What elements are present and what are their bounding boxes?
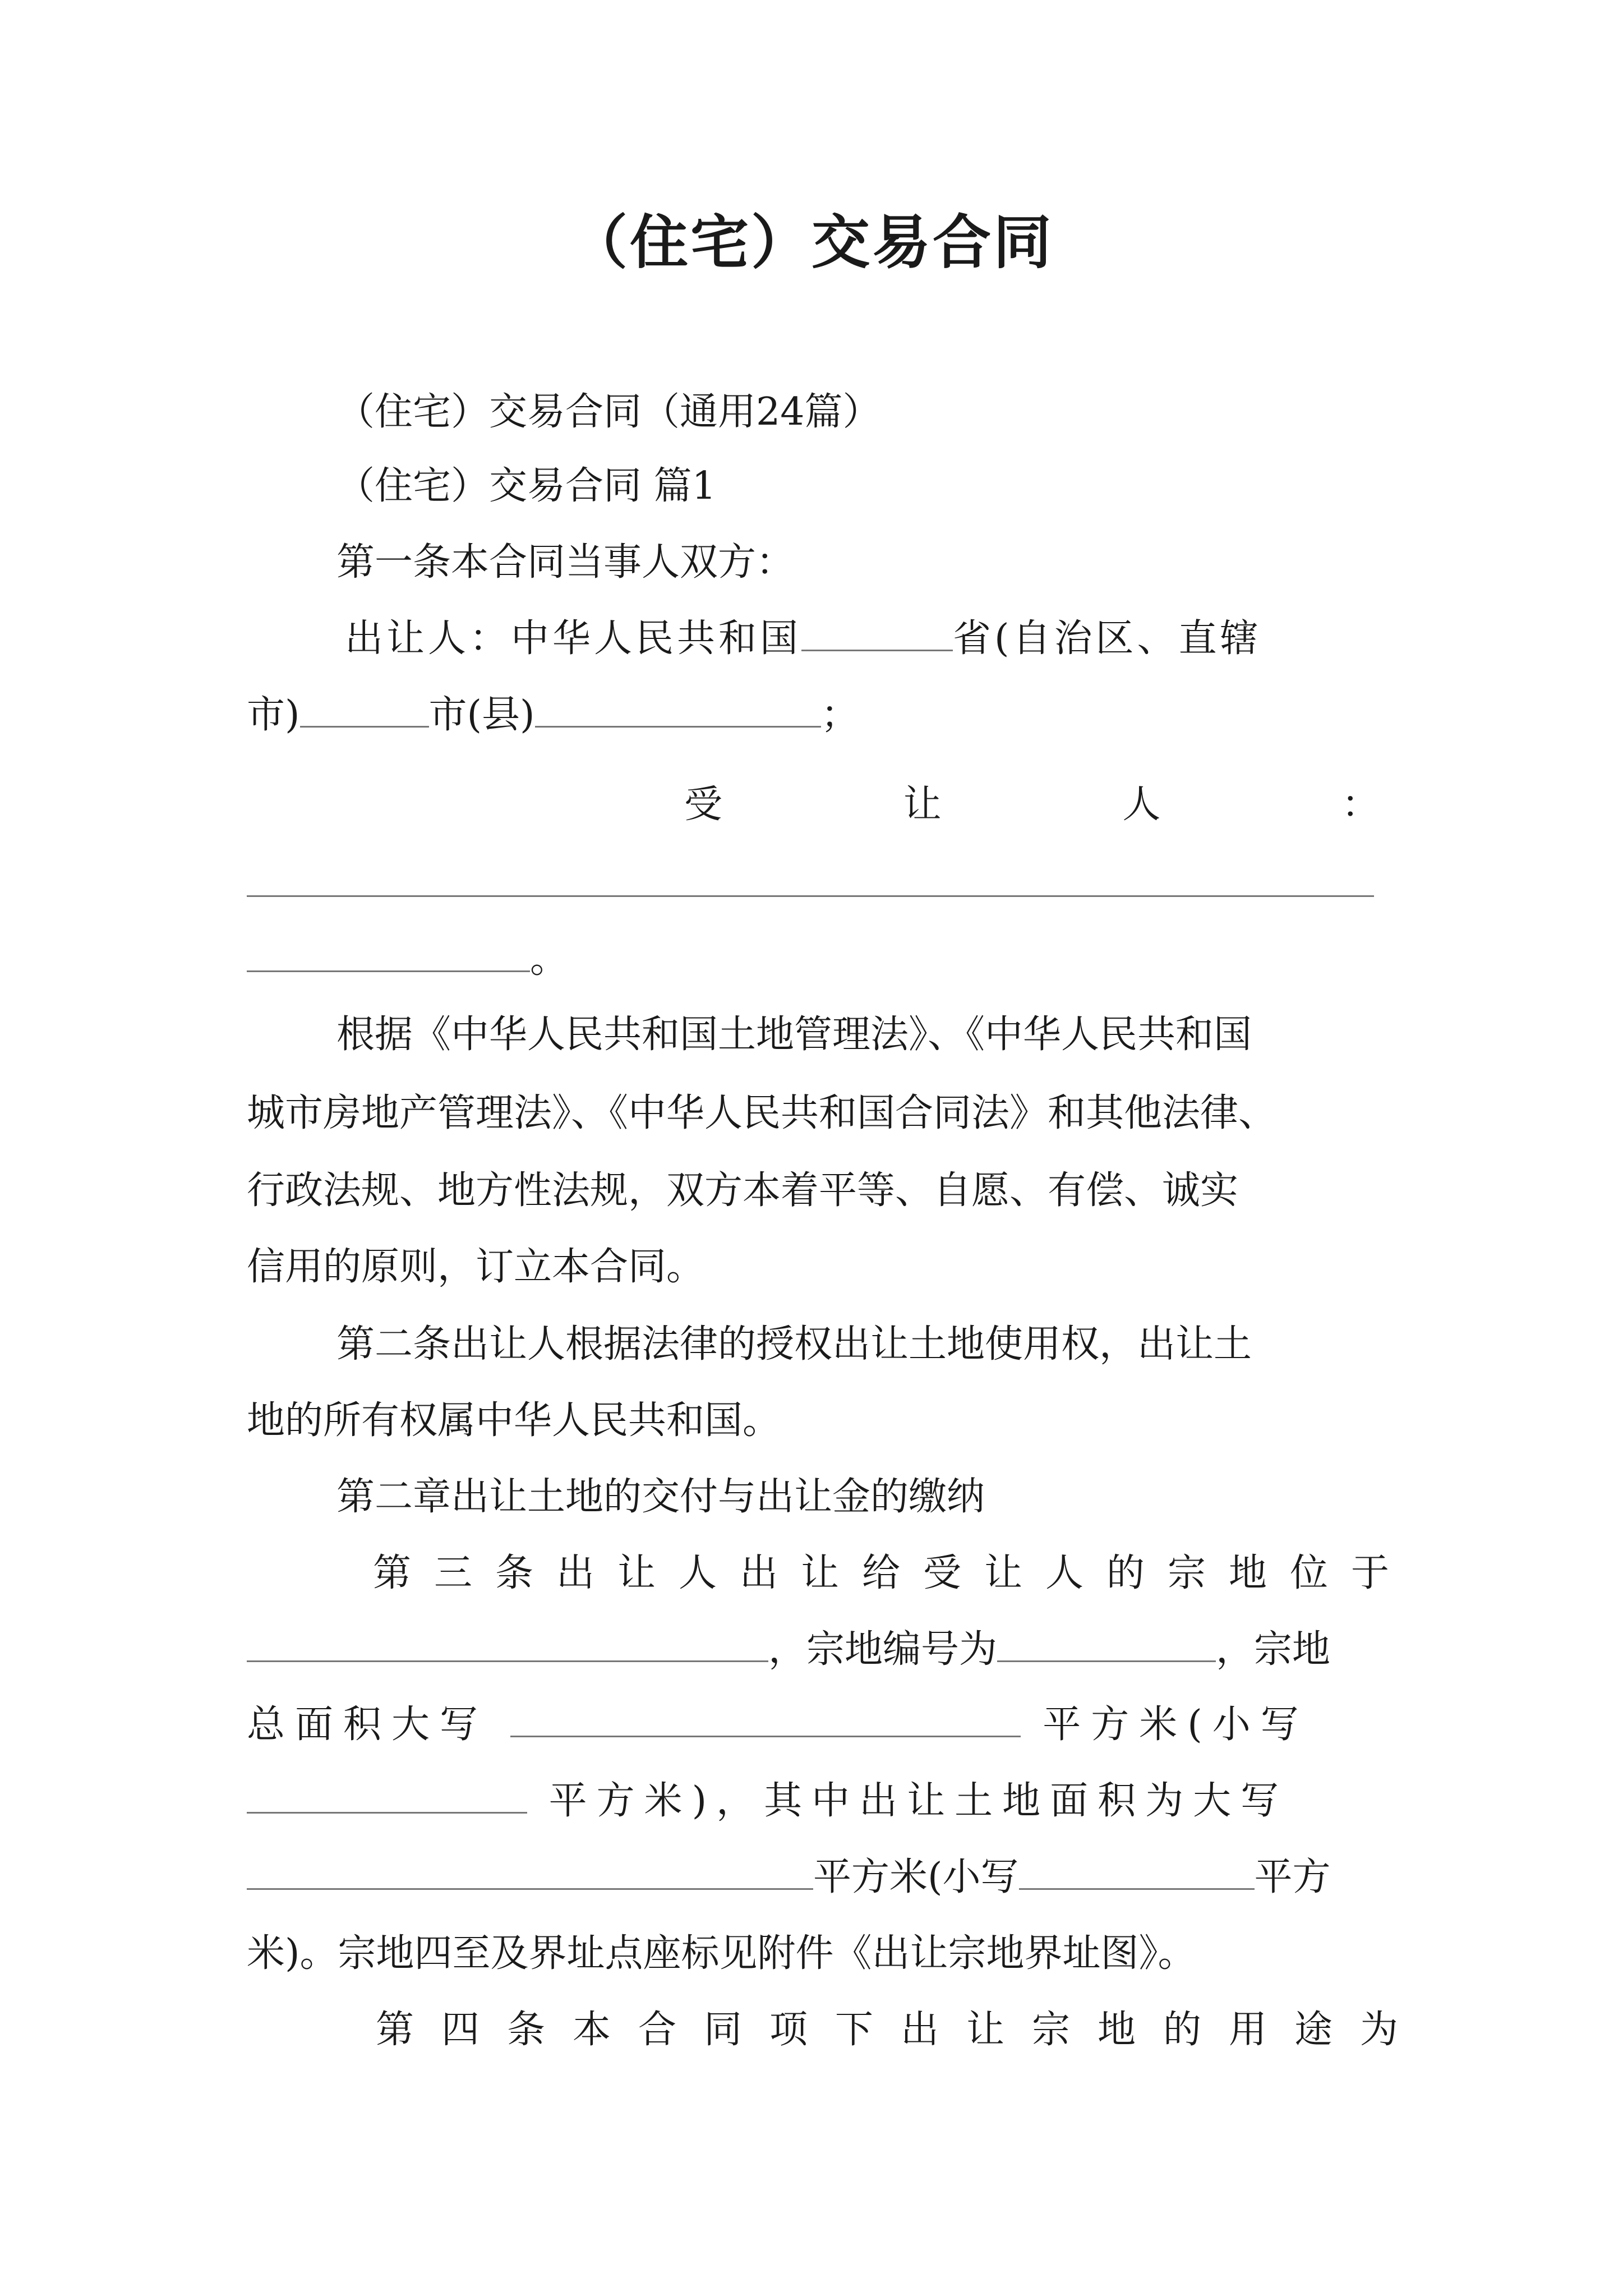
- transferee-line: 受 让 人 ：: [684, 783, 1380, 827]
- blank-parcel-number: [997, 1626, 1216, 1662]
- blank-total-area-numeric: [247, 1777, 527, 1814]
- basis-line-3: 行政法规、地方性法规，双方本着平等、自愿、有偿、诚实: [247, 1168, 1239, 1213]
- blank-total-area-capital: [510, 1701, 1021, 1737]
- basis-line-1: 根据《中华人民共和国土地管理法》、《中华人民共和国: [336, 1013, 1252, 1057]
- transferee-line-2: 。: [247, 935, 568, 985]
- blank-transferee: [247, 895, 1374, 897]
- transferor-line-2: 市) 市(县) ；: [247, 690, 859, 740]
- blank-county: [535, 691, 821, 728]
- article-3-line-3: 总面积大写 平方米(小写: [247, 1700, 1309, 1750]
- basis-line-4: 信用的原则，订立本合同。: [247, 1245, 705, 1289]
- article-3-line-1: 第三条出让人出让给受让人的宗地位于: [373, 1551, 1413, 1595]
- article-1: 第一条本合同当事人双方：: [336, 540, 795, 585]
- blank-transferee-2: [247, 936, 530, 972]
- article-4-line-1: 第四条本合同项下出让宗地的用途为: [376, 2008, 1426, 2052]
- article-3-line-4: 平方米)，其中出让土地面积为大写: [247, 1776, 1288, 1826]
- blank-province: [801, 615, 953, 651]
- blank-city: [300, 691, 429, 728]
- article-3-line-2: ，宗地编号为 ，宗地: [247, 1625, 1330, 1675]
- article-2-line-2: 地的所有权属中华人民共和国。: [247, 1398, 781, 1443]
- blank-land-area-capital: [247, 1853, 813, 1890]
- basis-line-2: 城市房地产管理法》、《中华人民共和国合同法》和其他法律、: [247, 1091, 1277, 1135]
- article-3-line-6: 米)。宗地四至及界址点座标见附件《出让宗地界址图》。: [247, 1931, 1196, 1976]
- chapter-heading: 第二章出让土地的交付与出让金的缴纳: [336, 1475, 985, 1519]
- document-title: （住宅）交易合同: [569, 208, 1054, 277]
- transferor-line: 出让人：中华人民共和国 省(自治区、直辖: [345, 614, 1262, 664]
- blank-land-area-numeric: [1019, 1853, 1255, 1890]
- blank-location: [247, 1626, 768, 1662]
- document-subtitle: （住宅）交易合同（通用24篇）: [336, 390, 881, 434]
- article-3-line-5: 平方米(小写 平方: [247, 1852, 1331, 1903]
- article-2-line-1: 第二条出让人根据法律的授权出让土地使用权，出让土: [336, 1322, 1252, 1366]
- section-heading: （住宅）交易合同 篇1: [336, 464, 716, 508]
